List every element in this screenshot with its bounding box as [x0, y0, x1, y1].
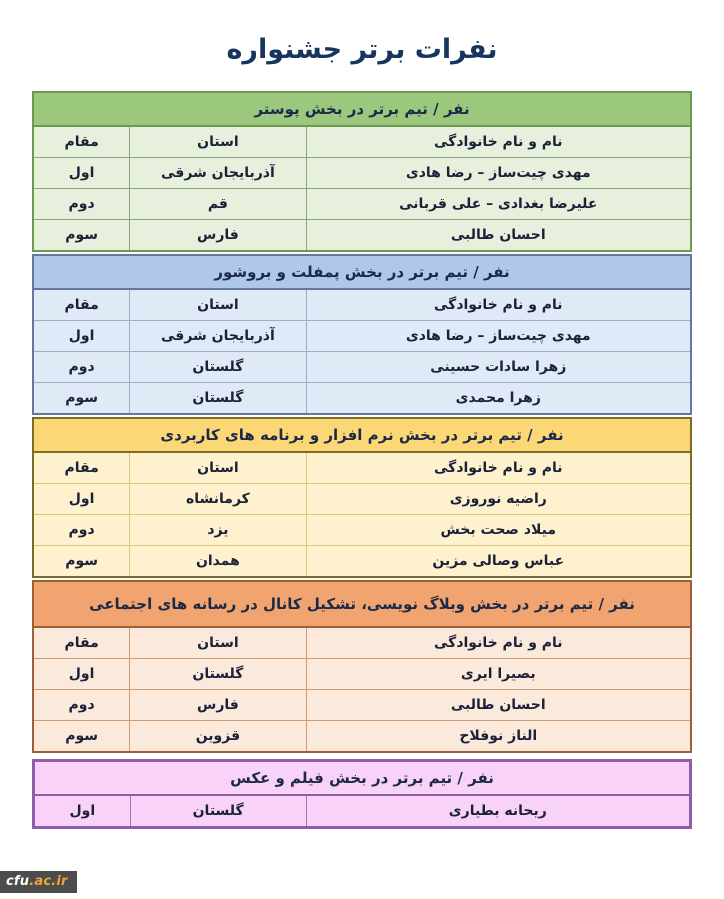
page-title: نفرات برتر جشنواره [226, 34, 498, 65]
winner-name: مهدی چیت‌ساز – رضا هادی [306, 321, 691, 352]
winner-name: راضیه نوروزی [306, 484, 691, 515]
column-header-rank: مقام [33, 126, 130, 158]
winner-rank: اول [33, 321, 130, 352]
winner-name: الناز نوفلاح [306, 721, 691, 753]
watermark [0, 871, 77, 893]
section-title: نفر / تیم برتر در بخش پوستر [33, 92, 691, 126]
table-row [34, 795, 691, 828]
winner-name: زهرا سادات حسینی [306, 352, 691, 383]
winner-rank: اول [33, 158, 130, 189]
table-row [33, 721, 691, 753]
winner-rank: اول [34, 795, 131, 828]
winner-rank: سوم [33, 721, 130, 753]
section-blog [32, 580, 692, 753]
section-title: نفر / تیم برتر در بخش پمفلت و بروشور [33, 255, 691, 289]
winner-name: زهرا محمدی [306, 383, 691, 415]
column-header-rank: مقام [33, 289, 130, 321]
section-software [32, 417, 692, 578]
watermark-prefix: cfu [6, 874, 30, 889]
winner-name: میلاد صحت بخش [306, 515, 691, 546]
table-row [33, 659, 691, 690]
section-poster [32, 91, 692, 252]
winner-rank: اول [33, 484, 130, 515]
table-row [33, 546, 691, 578]
winner-name: علیرضا بغدادی – علی قربانی [306, 189, 691, 220]
sections [32, 91, 692, 829]
winner-rank: سوم [33, 383, 130, 415]
winner-rank: دوم [33, 690, 130, 721]
watermark-suffix: .ac.ir [29, 874, 68, 889]
winner-rank: سوم [33, 546, 130, 578]
table-row [33, 383, 691, 415]
column-header-rank: مقام [33, 627, 130, 659]
winner-name: بصیرا ایری [306, 659, 691, 690]
table-row [33, 158, 691, 189]
winner-province: آذربایجان شرقی [130, 321, 306, 352]
winner-province: گلستان [130, 352, 306, 383]
winner-province: قم [130, 189, 306, 220]
winner-name: عباس وصالی مزین [306, 546, 691, 578]
section-title: نفر / تیم برتر در بخش نرم افزار و برنامه های کاربردی [33, 418, 691, 452]
section-film [32, 759, 692, 829]
winner-name: احسان طالبی [306, 220, 691, 252]
winner-name: احسان طالبی [306, 690, 691, 721]
table-row [33, 220, 691, 252]
section-title: نفر / تیم برتر در بخش وبلاگ نویسی، تشکیل کانال در رسانه های اجتماعی [33, 581, 691, 627]
column-header-name: نام و نام خانوادگی [306, 627, 691, 659]
section-title: نفر / تیم برتر در بخش فیلم و عکس [34, 761, 691, 796]
column-header-province: استان [130, 627, 306, 659]
winner-rank: سوم [33, 220, 130, 252]
winner-name: مهدی چیت‌ساز – رضا هادی [306, 158, 691, 189]
column-header-rank: مقام [33, 452, 130, 484]
table-row [33, 690, 691, 721]
page [0, 34, 724, 899]
winner-province: فارس [130, 690, 306, 721]
section-pamphlet [32, 254, 692, 415]
table-row [33, 352, 691, 383]
winner-province: گلستان [130, 383, 306, 415]
column-header-province: استان [130, 452, 306, 484]
column-header-province: استان [130, 289, 306, 321]
table-row [33, 321, 691, 352]
winner-rank: دوم [33, 515, 130, 546]
column-header-name: نام و نام خانوادگی [306, 452, 691, 484]
column-header-name: نام و نام خانوادگی [306, 289, 691, 321]
winner-rank: دوم [33, 352, 130, 383]
table-row [33, 515, 691, 546]
table-row [33, 189, 691, 220]
winner-province: آذربایجان شرقی [130, 158, 306, 189]
winner-province: کرمانشاه [130, 484, 306, 515]
column-header-province: استان [130, 126, 306, 158]
column-header-name: نام و نام خانوادگی [306, 126, 691, 158]
winner-province: یزد [130, 515, 306, 546]
winner-name: ریحانه بطیاری [306, 795, 690, 828]
winner-rank: اول [33, 659, 130, 690]
winner-rank: دوم [33, 189, 130, 220]
winner-province: فارس [130, 220, 306, 252]
winner-province: همدان [130, 546, 306, 578]
winner-province: گلستان [130, 795, 306, 828]
winner-province: گلستان [130, 659, 306, 690]
winner-province: قزوین [130, 721, 306, 753]
table-row [33, 484, 691, 515]
